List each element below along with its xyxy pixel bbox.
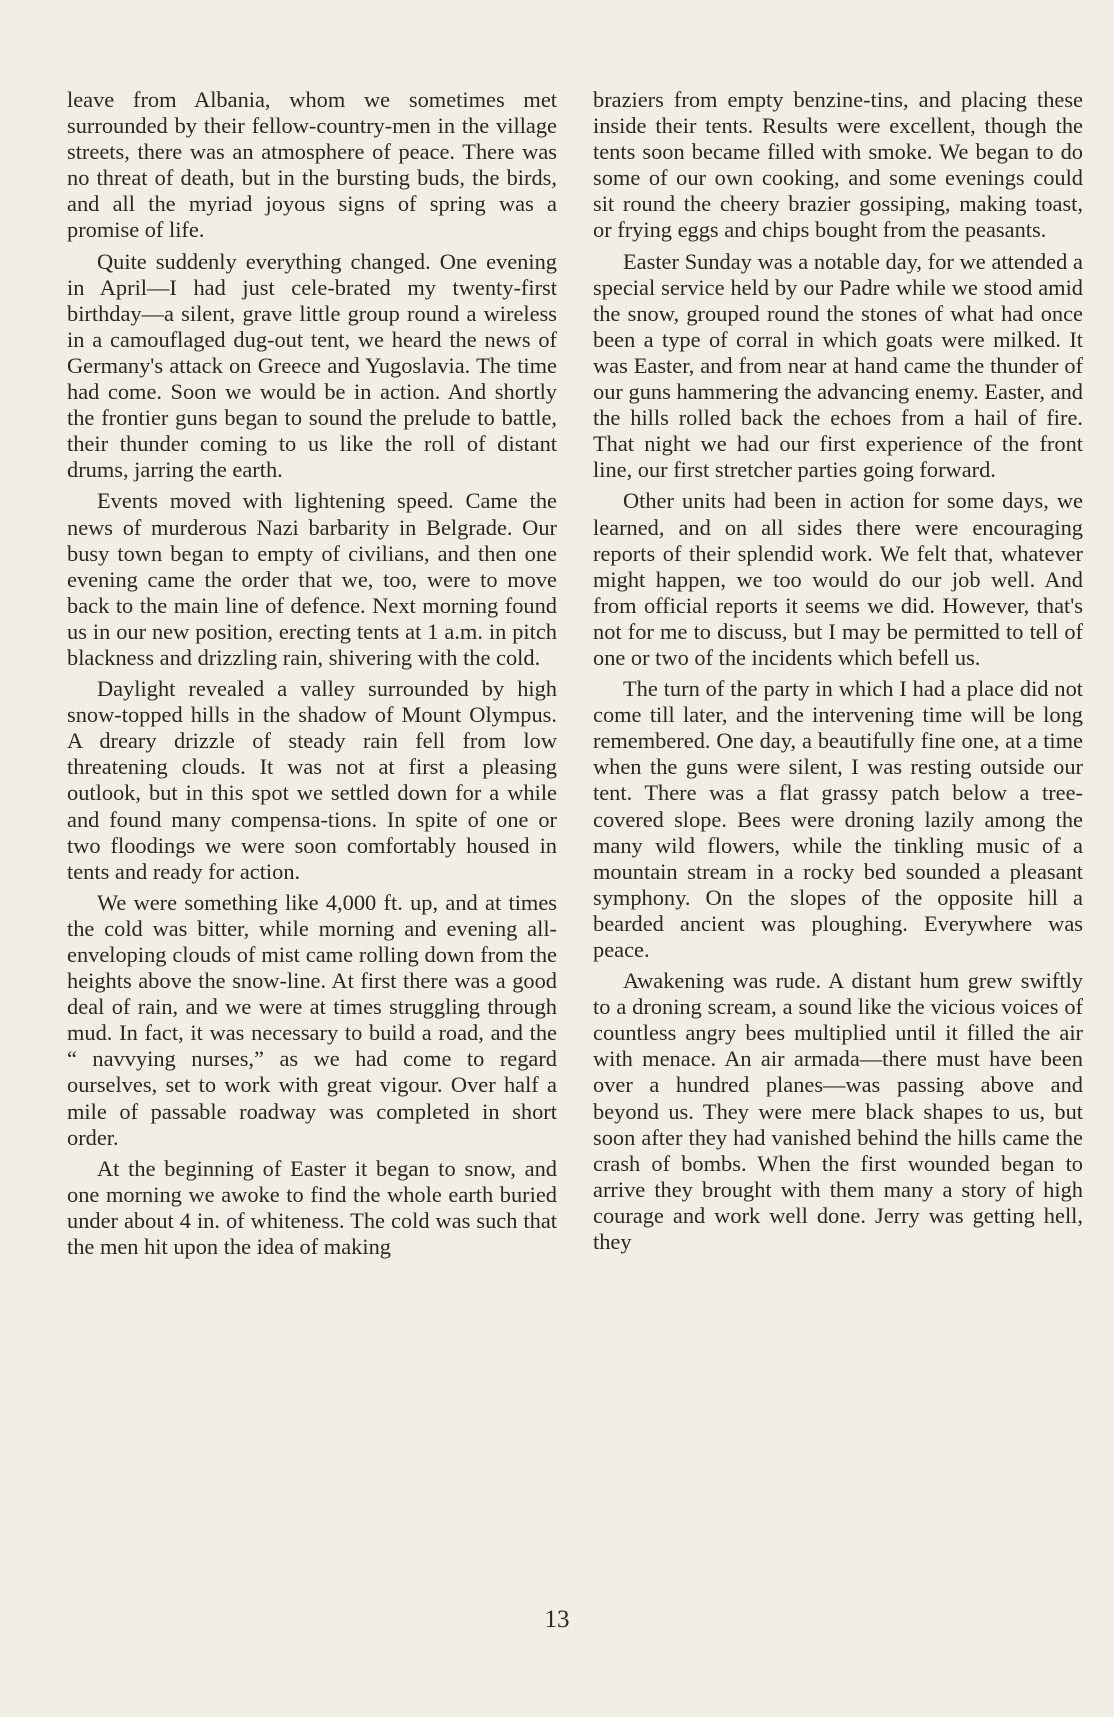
paragraph: At the beginning of Easter it began to snow, and one morning we awoke to find the whole earth buried under about 4 in. of whiteness. The cold was such that the men hit upon the idea of making [67, 1155, 557, 1260]
paragraph: leave from Albania, whom we sometimes met surrounded by their fellow-country-men in the village streets, there was an atmosphere of peace. There was no threat of death, but in the bursting buds, the birds, and all the myriad joyous signs of spring was a promise of life. [67, 87, 557, 243]
paragraph: Awakening was rude. A distant hum grew swiftly to a droning scream, a sound like the vicious voices of countless angry bees multiplied until it filled the air with menace. An air armada—there must have been over a hundred planes—was passing above and beyond us. They were mere black shapes to us, but soon after they had vanished behind the hills came the crash of bombs. When the first wounded began to arrive they brought with them many a story of high courage and work well done. Jerry was getting hell, they [593, 968, 1083, 1255]
paragraph: Quite suddenly everything changed. One evening in April—I had just cele-brated my twenty-first birthday—a silent, grave little group round a wireless in a camouflaged dug-out tent, we heard the news of Germany's attack on Greece and Yugoslavia. The time had come. Soon we would be in action. And shortly the frontier guns began to sound the prelude to battle, their thunder coming to us like the roll of distant drums, jarring the earth. [67, 248, 557, 483]
paragraph: braziers from empty benzine-tins, and placing these inside their tents. Results were excellent, though the tents soon became filled with smoke. We began to do some of our own cooking, and some evenings could sit round the cheery brazier gossiping, making toast, or frying eggs and chips bought from the peasants. [593, 87, 1083, 243]
paragraph: Events moved with lightening speed. Came the news of murderous Nazi barbarity in Belgrade. Our busy town began to empty of civilians, and then one evening came the order that we, too, were to move back to the main line of defence. Next morning found us in our new position, erecting tents at 1 a.m. in pitch blackness and drizzling rain, shivering with the cold. [67, 488, 557, 670]
left-text-column [67, 87, 557, 1265]
paragraph: Daylight revealed a valley surrounded by high snow-topped hills in the shadow of Mount Olympus. A dreary drizzle of steady rain fell from low threatening clouds. It was not at first a pleasing outlook, but in this spot we settled down for a while and found many compensa-tions. In spite of one or two floodings we were soon comfortably housed in tents and ready for action. [67, 676, 557, 884]
paragraph: We were something like 4,000 ft. up, and at times the cold was bitter, while morning and evening all-enveloping clouds of mist came rolling down from the heights above the snow-line. At first there was a good deal of rain, and we were at times struggling through mud. In fact, it was necessary to build a road, and the “ navvying nurses,” as we had come to regard ourselves, set to work with great vigour. Over half a mile of passable roadway was completed in short order. [67, 889, 557, 1150]
paragraph: The turn of the party in which I had a place did not come till later, and the intervening time will be long remembered. One day, a beautifully fine one, at a time when the guns were silent, I was resting outside our tent. There was a flat grassy patch below a tree-covered slope. Bees were droning lazily among the many wild flowers, while the tinkling music of a mountain stream in a rocky bed sounded a pleasant symphony. On the slopes of the opposite hill a bearded ancient was ploughing. Everywhere was peace. [593, 676, 1083, 962]
page-number: 13 [544, 1606, 570, 1633]
paragraph: Easter Sunday was a notable day, for we attended a special service held by our Padre while we stood amid the snow, grouped round the stones of what had once been a type of corral in which goats were milked. It was Easter, and from near at hand came the thunder of our guns hammering the advancing enemy. Easter, and the hills rolled back the echoes from a hail of fire. That night we had our first experience of the front line, our first stretcher parties going forward. [593, 248, 1083, 483]
right-text-column [593, 87, 1083, 1260]
paragraph: Other units had been in action for some days, we learned, and on all sides there were encouraging reports of their splendid work. We felt that, whatever might happen, we too would do our job well. And from official reports it seems we did. However, that's not for me to discuss, but I may be permitted to tell of one or two of the incidents which befell us. [593, 488, 1083, 670]
